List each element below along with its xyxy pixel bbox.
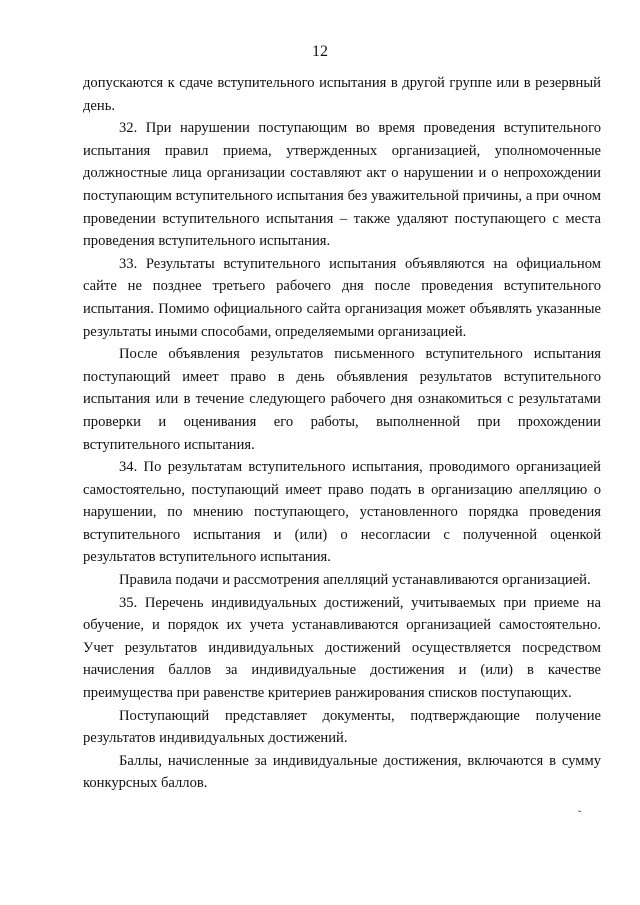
paragraph-34: 34. По результатам вступительного испытания, проводимого организацией самостоятельно, поступающий имеет право подать в организацию апелляцию о нарушении, по мнению поступающего, установленного порядка проведения вступительного испытания и (или) о несогласии с полученной оценкой результатов вступительного испытания. xyxy=(83,459,601,566)
paragraph-32: 32. При нарушении поступающим во время проведения вступительного испытания правил приема, утвержденных организацией, уполномоченные должностные лица организации составляют акт о нарушении и о непрохождении поступающим вступительного испытания без уважительной причины, а при очном проведении вступительного испытания – также удаляют поступающего с места проведения вступительного испытания. xyxy=(83,120,601,250)
paragraph-35: 35. Перечень индивидуальных достижений, учитываемых при приеме на обучение, и порядок их учета устанавливаются организацией самостоятельно. Учет результатов индивидуальных достижений осуществляется посредством начисления баллов за индивидуальные достижения и (или) в качестве преимущества при равенстве критериев ранжирования списков поступающих. xyxy=(83,594,601,702)
paragraph-33-results-review: После объявления результатов письменного вступительного испытания поступающий имеет право в день объявления результатов вступительного испытания или в течение следующего рабочего дня ознакомиться с результатами проверки и оценивания его работы, выполненной при прохождении вступительного испытания. xyxy=(83,346,601,453)
paragraph-35-documents: Поступающий представляет документы, подтверждающие получение результатов индивидуальных достижений. xyxy=(83,707,601,747)
paragraph-35-points: Баллы, начисленные за индивидуальные достижения, включаются в сумму конкурсных баллов. xyxy=(83,752,601,792)
document-body xyxy=(83,72,601,795)
scan-mark: ˇ xyxy=(578,810,582,821)
paragraph-34-appeal-rules: Правила подачи и рассмотрения апелляций устанавливаются организацией. xyxy=(119,572,591,589)
paragraph-33: 33. Результаты вступительного испытания объявляются на официальном сайте не позднее третьего рабочего дня после проведения вступительного испытания. Помимо официального сайта организация может объявлять указанные результаты иными способами, определяемыми организацией. xyxy=(83,255,601,340)
page-number: 12 xyxy=(312,43,328,60)
paragraph-continuation: допускаются к сдаче вступительного испытания в другой группе или в резервный день. xyxy=(83,75,601,114)
